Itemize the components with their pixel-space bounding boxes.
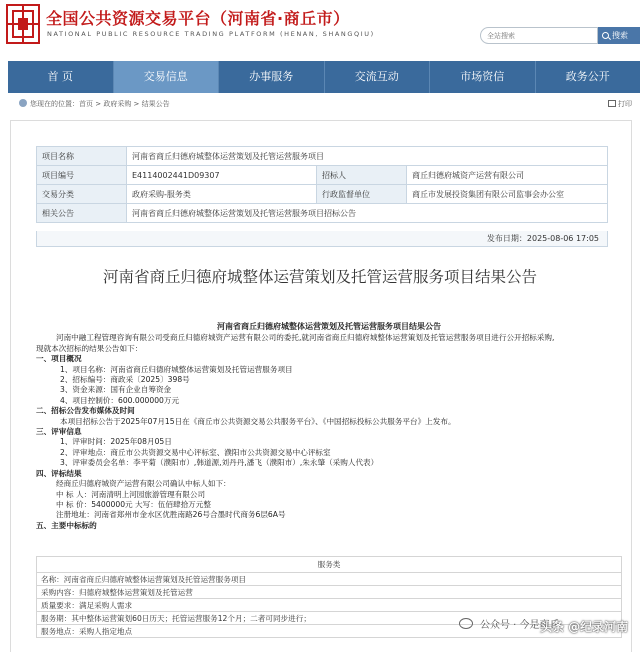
table-row	[37, 147, 608, 166]
section-heading: 二、招标公告发布媒体及时间	[36, 406, 135, 416]
table-row	[37, 557, 622, 573]
site-header	[0, 0, 640, 58]
doc-line: 中 标 人：河南清明上河园旅游管理有限公司	[56, 489, 206, 499]
section-heading: 三、评审信息	[36, 427, 82, 437]
table-row	[37, 599, 622, 612]
page-title: 河南省商丘归德府城整体运营策划及托管运营服务项目结果公告	[102, 268, 537, 286]
service-place: 服务地点：采购人指定地点	[37, 625, 622, 638]
breadcrumb: 您现在的位置：首页 > 政府采购 > 结果公告 打印	[8, 97, 632, 111]
doc-line: 经商丘归德府城资产运营有限公司确认中标人如下：	[56, 479, 231, 489]
section-heading: 四、评标结果	[36, 468, 82, 478]
nav-trade-info[interactable]: 交易信息	[114, 61, 220, 93]
watermark	[456, 612, 640, 636]
doc-title: 河南省商丘归德府城整体运营策划及托管运营服务项目结果公告	[217, 322, 441, 331]
supervisor-value: 商丘市发展投资集团有限公司监事会办公室	[407, 185, 608, 204]
table-row	[37, 185, 608, 204]
service-header: 服务类	[37, 557, 622, 573]
watermark-author: 头条 @纪录河南	[540, 620, 629, 634]
doc-intro: 河南中融工程管理咨询有限公司受商丘归德府城资产运营有限公司的委托,就河南省商丘归德府城整体运营策划及托管运营服务项目进行公开招标采购,	[56, 333, 555, 343]
wechat-icon	[459, 618, 473, 629]
doc-line: 3、资金来源：国有企业自筹资金	[60, 385, 172, 395]
supervisor-label: 行政监督单位	[317, 185, 407, 204]
table-row	[37, 166, 608, 185]
doc-line: 4、项目控制价：600.000000万元	[60, 395, 180, 405]
nav-home[interactable]: 首 页	[8, 61, 114, 93]
table-row	[37, 586, 622, 599]
nav-interaction[interactable]: 交流互动	[325, 61, 431, 93]
project-no-value: E4114002441D09307	[127, 166, 317, 185]
table-row	[37, 204, 608, 223]
site-title: 全国公共资源交易平台（河南省·商丘市）	[46, 9, 350, 28]
doc-line: 1、评审时间：2025年08月05日	[60, 437, 172, 447]
site-subtitle: NATIONAL PUBLIC RESOURCE TRADING PLATFORM (HENAN, SHANGQIU)	[47, 30, 375, 38]
location-icon	[19, 99, 27, 107]
main-nav	[8, 61, 640, 93]
doc-line: 中 标 价：5400000元 大写：伍佰肆拾万元整	[56, 499, 211, 509]
search-icon	[602, 32, 609, 39]
section-heading: 五、主要中标标的	[36, 520, 97, 530]
search-button[interactable]: 搜索	[598, 27, 640, 44]
tenderer-value: 商丘归德府城资产运营有限公司	[407, 166, 608, 185]
service-period: 服务期：其中整体运营策划60日历天；托管运营服务12个月；二者可同步进行；	[37, 612, 622, 625]
nav-market-credit[interactable]: 市场资信	[430, 61, 536, 93]
doc-intro-2: 现就本次招标的结果公告如下：	[36, 343, 143, 353]
doc-line: 本项目招标公告于2025年07月15日在《商丘市公共资源交易公共服务平台》、《中国招标投标公共服务平台》上发布。	[60, 416, 456, 426]
publish-time: 发布日期：2025-08-06 17:05	[36, 231, 608, 247]
doc-line: 3、评审委员会名单：李平菊（濮阳市）,韩道源,刘丹丹,潘飞（濮阳市）,朱永肇（采购人代表）	[60, 458, 379, 468]
table-row	[37, 573, 622, 586]
doc-line: 1、项目名称：河南省商丘归德府城整体运营策划及托管运营服务项目	[60, 364, 293, 374]
trade-type-value: 政府采购-服务类	[127, 185, 317, 204]
nav-services[interactable]: 办事服务	[219, 61, 325, 93]
service-content: 采购内容：归德府城整体运营策划及托管运营	[37, 586, 622, 599]
print-button[interactable]: 打印	[608, 97, 632, 111]
doc-line: 注册地址：河南省郑州市金水区优胜南路26号合墨时代商务6层6A号	[56, 510, 286, 520]
breadcrumb-path[interactable]: 首页 > 政府采购 > 结果公告	[79, 100, 170, 108]
watermark-account: 公众号 · 今是商丘	[480, 620, 560, 631]
project-no-label: 项目编号	[37, 166, 127, 185]
project-name-label: 项目名称	[37, 147, 127, 166]
printer-icon	[608, 100, 616, 107]
announcement-body	[36, 322, 622, 531]
project-info-table	[36, 146, 608, 223]
related-label: 相关公告	[37, 204, 127, 223]
trade-type-label: 交易分类	[37, 185, 127, 204]
section-heading: 一、项目概况	[36, 354, 82, 364]
doc-line: 2、评审地点：商丘市公共资源交易中心评标室、濮阳市公共资源交易中心评标室	[60, 447, 331, 457]
platform-logo-icon	[6, 4, 40, 44]
search-input[interactable]	[480, 27, 598, 44]
tenderer-label: 招标人	[317, 166, 407, 185]
related-link[interactable]: 河南省商丘归德府城整体运营策划及托管运营服务项目招标公告	[127, 204, 608, 223]
nav-gov-affairs[interactable]: 政务公开	[565, 70, 610, 83]
service-name: 名称：河南省商丘归德府城整体运营策划及托管运营服务项目	[37, 573, 622, 586]
service-quality: 质量要求：满足采购人需求	[37, 599, 622, 612]
doc-line: 2、招标编号：商政采〔2025〕398号	[60, 375, 190, 385]
project-name-value: 河南省商丘归德府城整体运营策划及托管运营服务项目	[127, 147, 608, 166]
